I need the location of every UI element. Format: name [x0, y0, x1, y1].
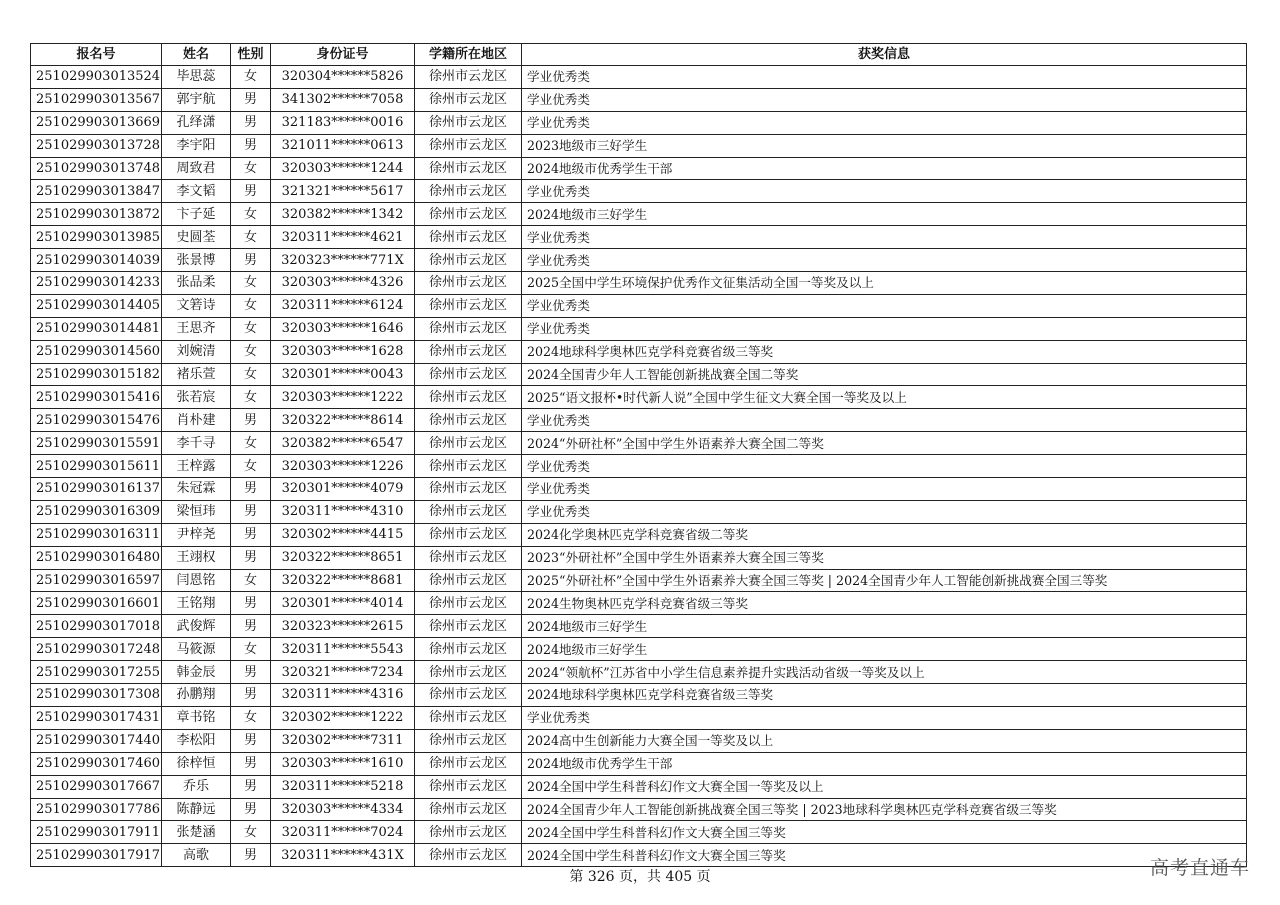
cell-registration-no: 251029903017248	[31, 638, 162, 661]
cell-award-info: 2024“领航杯”江苏省中小学生信息素养提升实践活动省级一等奖及以上	[522, 661, 1247, 684]
table-row	[31, 592, 1247, 615]
cell-gender: 男	[231, 844, 271, 867]
cell-award-info: 2024“外研社杯”全国中学生外语素养大赛全国二等奖	[522, 432, 1247, 455]
cell-id-number: 320303******1646	[271, 317, 415, 340]
cell-registration-no: 251029903013847	[31, 180, 162, 203]
cell-name: 李文韬	[162, 180, 231, 203]
cell-region: 徐州市云龙区	[415, 500, 522, 523]
cell-name: 卞子延	[162, 203, 231, 226]
table-row	[31, 134, 1247, 157]
cell-id-number: 320303******1244	[271, 157, 415, 180]
table-row	[31, 203, 1247, 226]
cell-region: 徐州市云龙区	[415, 294, 522, 317]
cell-name: 徐梓恒	[162, 752, 231, 775]
cell-id-number: 320311******431X	[271, 844, 415, 867]
table-row	[31, 684, 1247, 707]
cell-region: 徐州市云龙区	[415, 706, 522, 729]
table-row	[31, 546, 1247, 569]
cell-region: 徐州市云龙区	[415, 157, 522, 180]
table-row	[31, 798, 1247, 821]
cell-registration-no: 251029903013748	[31, 157, 162, 180]
table-row	[31, 638, 1247, 661]
cell-name: 高歌	[162, 844, 231, 867]
cell-gender: 男	[231, 180, 271, 203]
cell-region: 徐州市云龙区	[415, 249, 522, 272]
cell-award-info: 学业优秀类	[522, 294, 1247, 317]
cell-name: 刘婉清	[162, 340, 231, 363]
table-row	[31, 478, 1247, 501]
cell-registration-no: 251029903014481	[31, 317, 162, 340]
cell-region: 徐州市云龙区	[415, 317, 522, 340]
cell-region: 徐州市云龙区	[415, 363, 522, 386]
cell-id-number: 320322******8681	[271, 569, 415, 592]
table-row	[31, 363, 1247, 386]
table-row	[31, 775, 1247, 798]
cell-id-number: 341302******7058	[271, 88, 415, 111]
cell-id-number: 320382******6547	[271, 432, 415, 455]
cell-gender: 男	[231, 615, 271, 638]
table-row	[31, 409, 1247, 432]
cell-name: 史圆荃	[162, 226, 231, 249]
cell-award-info: 2024全国青少年人工智能创新挑战赛全国二等奖	[522, 363, 1247, 386]
cell-id-number: 320321******7234	[271, 661, 415, 684]
cell-gender: 男	[231, 111, 271, 134]
cell-name: 王梓露	[162, 455, 231, 478]
cell-id-number: 320311******7024	[271, 821, 415, 844]
header-region: 学籍所在地区	[415, 44, 522, 66]
header-id-number: 身份证号	[271, 44, 415, 66]
cell-registration-no: 251029903016597	[31, 569, 162, 592]
table-row	[31, 615, 1247, 638]
cell-region: 徐州市云龙区	[415, 684, 522, 707]
cell-name: 李千寻	[162, 432, 231, 455]
cell-id-number: 320303******1628	[271, 340, 415, 363]
cell-registration-no: 251029903017308	[31, 684, 162, 707]
cell-registration-no: 251029903017018	[31, 615, 162, 638]
cell-region: 徐州市云龙区	[415, 432, 522, 455]
cell-gender: 男	[231, 249, 271, 272]
cell-region: 徐州市云龙区	[415, 729, 522, 752]
table-row	[31, 88, 1247, 111]
cell-registration-no: 251029903017667	[31, 775, 162, 798]
cell-region: 徐州市云龙区	[415, 478, 522, 501]
cell-name: 张品柔	[162, 272, 231, 295]
header-registration-no: 报名号	[31, 44, 162, 66]
cell-name: 文箬诗	[162, 294, 231, 317]
cell-gender: 男	[231, 592, 271, 615]
cell-award-info: 2023地级市三好学生	[522, 134, 1247, 157]
cell-region: 徐州市云龙区	[415, 66, 522, 89]
cell-region: 徐州市云龙区	[415, 615, 522, 638]
cell-region: 徐州市云龙区	[415, 226, 522, 249]
cell-id-number: 320303******4326	[271, 272, 415, 295]
table-row	[31, 500, 1247, 523]
cell-award-info: 学业优秀类	[522, 478, 1247, 501]
table-row	[31, 844, 1247, 867]
cell-gender: 女	[231, 294, 271, 317]
cell-name: 周致君	[162, 157, 231, 180]
page-number: 第 326 页，共 405 页	[569, 869, 711, 885]
cell-registration-no: 251029903016137	[31, 478, 162, 501]
table-row	[31, 111, 1247, 134]
cell-registration-no: 251029903013728	[31, 134, 162, 157]
cell-id-number: 320302******4415	[271, 523, 415, 546]
cell-gender: 女	[231, 226, 271, 249]
cell-gender: 男	[231, 661, 271, 684]
cell-award-info: 学业优秀类	[522, 111, 1247, 134]
cell-award-info: 2024高中生创新能力大赛全国一等奖及以上	[522, 729, 1247, 752]
cell-award-info: 2025全国中学生环境保护优秀作文征集活动全国一等奖及以上	[522, 272, 1247, 295]
cell-registration-no: 251029903015476	[31, 409, 162, 432]
cell-name: 马筱源	[162, 638, 231, 661]
cell-name: 张景博	[162, 249, 231, 272]
cell-award-info: 学业优秀类	[522, 317, 1247, 340]
table-row	[31, 386, 1247, 409]
records-table	[30, 43, 1247, 867]
cell-name: 乔乐	[162, 775, 231, 798]
cell-name: 毕思蕊	[162, 66, 231, 89]
cell-gender: 女	[231, 569, 271, 592]
cell-name: 王思齐	[162, 317, 231, 340]
cell-id-number: 320303******4334	[271, 798, 415, 821]
cell-name: 闫恩铭	[162, 569, 231, 592]
cell-gender: 男	[231, 729, 271, 752]
cell-name: 张楚涵	[162, 821, 231, 844]
cell-region: 徐州市云龙区	[415, 88, 522, 111]
table-row	[31, 432, 1247, 455]
cell-award-info: 学业优秀类	[522, 249, 1247, 272]
cell-award-info: 学业优秀类	[522, 500, 1247, 523]
cell-region: 徐州市云龙区	[415, 409, 522, 432]
cell-id-number: 320301******4079	[271, 478, 415, 501]
cell-gender: 女	[231, 203, 271, 226]
cell-id-number: 320311******6124	[271, 294, 415, 317]
cell-award-info: 学业优秀类	[522, 455, 1247, 478]
header-name: 姓名	[162, 44, 231, 66]
cell-registration-no: 251029903017917	[31, 844, 162, 867]
cell-award-info: 2024地级市优秀学生干部	[522, 752, 1247, 775]
cell-gender: 男	[231, 88, 271, 111]
cell-name: 郭宇航	[162, 88, 231, 111]
cell-award-info: 2023“外研社杯”全国中学生外语素养大赛全国三等奖	[522, 546, 1247, 569]
cell-gender: 女	[231, 638, 271, 661]
watermark: 高考直通车	[1149, 857, 1250, 879]
table-row	[31, 569, 1247, 592]
cell-gender: 男	[231, 500, 271, 523]
header-gender: 性别	[231, 44, 271, 66]
cell-gender: 男	[231, 546, 271, 569]
cell-gender: 女	[231, 432, 271, 455]
table-row	[31, 706, 1247, 729]
cell-id-number: 320302******7311	[271, 729, 415, 752]
cell-name: 王翊权	[162, 546, 231, 569]
cell-region: 徐州市云龙区	[415, 844, 522, 867]
cell-gender: 女	[231, 706, 271, 729]
cell-name: 梁恒玮	[162, 500, 231, 523]
cell-award-info: 2024地级市三好学生	[522, 615, 1247, 638]
cell-registration-no: 251029903015416	[31, 386, 162, 409]
cell-id-number: 320303******1226	[271, 455, 415, 478]
table-row	[31, 180, 1247, 203]
cell-name: 孙鹏翔	[162, 684, 231, 707]
cell-gender: 女	[231, 386, 271, 409]
cell-gender: 男	[231, 752, 271, 775]
table-row	[31, 317, 1247, 340]
cell-registration-no: 251029903015182	[31, 363, 162, 386]
cell-award-info: 2024生物奥林匹克学科竞赛省级三等奖	[522, 592, 1247, 615]
cell-name: 章书铭	[162, 706, 231, 729]
header-row	[31, 44, 1247, 66]
cell-id-number: 320311******5543	[271, 638, 415, 661]
cell-registration-no: 251029903016601	[31, 592, 162, 615]
cell-award-info: 2024全国中学生科普科幻作文大赛全国一等奖及以上	[522, 775, 1247, 798]
cell-gender: 女	[231, 340, 271, 363]
table-row	[31, 455, 1247, 478]
cell-award-info: 学业优秀类	[522, 226, 1247, 249]
cell-id-number: 320304******5826	[271, 66, 415, 89]
cell-gender: 女	[231, 272, 271, 295]
cell-award-info: 2024地球科学奥林匹克学科竞赛省级三等奖	[522, 684, 1247, 707]
cell-id-number: 320301******4014	[271, 592, 415, 615]
cell-id-number: 320322******8614	[271, 409, 415, 432]
cell-award-info: 2024全国中学生科普科幻作文大赛全国三等奖	[522, 844, 1247, 867]
cell-id-number: 321183******0016	[271, 111, 415, 134]
cell-region: 徐州市云龙区	[415, 272, 522, 295]
cell-id-number: 321321******5617	[271, 180, 415, 203]
cell-registration-no: 251029903014233	[31, 272, 162, 295]
table-row	[31, 249, 1247, 272]
cell-gender: 男	[231, 409, 271, 432]
cell-region: 徐州市云龙区	[415, 386, 522, 409]
cell-award-info: 2024全国中学生科普科幻作文大赛全国三等奖	[522, 821, 1247, 844]
cell-gender: 男	[231, 134, 271, 157]
cell-award-info: 2024地级市三好学生	[522, 638, 1247, 661]
cell-name: 朱冠霖	[162, 478, 231, 501]
table-row	[31, 294, 1247, 317]
cell-registration-no: 251029903015611	[31, 455, 162, 478]
table-row	[31, 66, 1247, 89]
cell-name: 武俊辉	[162, 615, 231, 638]
cell-name: 韩金辰	[162, 661, 231, 684]
cell-id-number: 320382******1342	[271, 203, 415, 226]
cell-registration-no: 251029903017440	[31, 729, 162, 752]
table-row	[31, 226, 1247, 249]
cell-region: 徐州市云龙区	[415, 111, 522, 134]
cell-region: 徐州市云龙区	[415, 203, 522, 226]
cell-gender: 女	[231, 66, 271, 89]
cell-award-info: 2025“语文报杯•时代新人说”全国中学生征文大赛全国一等奖及以上	[522, 386, 1247, 409]
cell-id-number: 320311******4316	[271, 684, 415, 707]
cell-name: 褚乐萱	[162, 363, 231, 386]
cell-gender: 女	[231, 317, 271, 340]
table-row	[31, 752, 1247, 775]
cell-id-number: 321011******0613	[271, 134, 415, 157]
cell-id-number: 320303******1610	[271, 752, 415, 775]
cell-registration-no: 251029903014405	[31, 294, 162, 317]
cell-award-info: 2024地级市优秀学生干部	[522, 157, 1247, 180]
cell-registration-no: 251029903016311	[31, 523, 162, 546]
table-row	[31, 340, 1247, 363]
table-body	[31, 66, 1247, 867]
cell-registration-no: 251029903017911	[31, 821, 162, 844]
cell-registration-no: 251029903013872	[31, 203, 162, 226]
cell-id-number: 320323******771X	[271, 249, 415, 272]
cell-award-info: 2024化学奥林匹克学科竞赛省级二等奖	[522, 523, 1247, 546]
cell-id-number: 320311******4310	[271, 500, 415, 523]
header-award-info: 获奖信息	[522, 44, 1247, 66]
cell-region: 徐州市云龙区	[415, 523, 522, 546]
cell-gender: 男	[231, 478, 271, 501]
cell-name: 李松阳	[162, 729, 231, 752]
cell-id-number: 320323******2615	[271, 615, 415, 638]
cell-registration-no: 251029903013985	[31, 226, 162, 249]
cell-name: 尹梓尧	[162, 523, 231, 546]
cell-award-info: 2025“外研社杯”全国中学生外语素养大赛全国三等奖 | 2024全国青少年人工智能创新挑战赛全国三等奖	[522, 569, 1247, 592]
cell-name: 王铭翔	[162, 592, 231, 615]
table-row	[31, 661, 1247, 684]
cell-region: 徐州市云龙区	[415, 821, 522, 844]
cell-region: 徐州市云龙区	[415, 638, 522, 661]
cell-region: 徐州市云龙区	[415, 455, 522, 478]
cell-gender: 女	[231, 157, 271, 180]
cell-award-info: 学业优秀类	[522, 706, 1247, 729]
cell-award-info: 学业优秀类	[522, 180, 1247, 203]
cell-registration-no: 251029903016480	[31, 546, 162, 569]
table-row	[31, 272, 1247, 295]
cell-award-info: 学业优秀类	[522, 88, 1247, 111]
cell-award-info: 2024全国青少年人工智能创新挑战赛全国三等奖 | 2023地球科学奥林匹克学科竞赛省级三等奖	[522, 798, 1247, 821]
cell-registration-no: 251029903017460	[31, 752, 162, 775]
cell-registration-no: 251029903013669	[31, 111, 162, 134]
cell-region: 徐州市云龙区	[415, 569, 522, 592]
cell-registration-no: 251029903017786	[31, 798, 162, 821]
cell-gender: 男	[231, 798, 271, 821]
cell-id-number: 320311******4621	[271, 226, 415, 249]
cell-region: 徐州市云龙区	[415, 661, 522, 684]
cell-registration-no: 251029903013524	[31, 66, 162, 89]
cell-award-info: 2024地级市三好学生	[522, 203, 1247, 226]
cell-registration-no: 251029903017255	[31, 661, 162, 684]
cell-region: 徐州市云龙区	[415, 546, 522, 569]
cell-award-info: 2024地球科学奥林匹克学科竞赛省级三等奖	[522, 340, 1247, 363]
cell-gender: 男	[231, 523, 271, 546]
cell-id-number: 320311******5218	[271, 775, 415, 798]
cell-id-number: 320303******1222	[271, 386, 415, 409]
cell-id-number: 320302******1222	[271, 706, 415, 729]
cell-registration-no: 251029903016309	[31, 500, 162, 523]
cell-award-info: 学业优秀类	[522, 66, 1247, 89]
cell-id-number: 320301******0043	[271, 363, 415, 386]
cell-registration-no: 251029903014560	[31, 340, 162, 363]
cell-region: 徐州市云龙区	[415, 752, 522, 775]
cell-name: 张若宸	[162, 386, 231, 409]
cell-gender: 女	[231, 821, 271, 844]
cell-name: 陈静远	[162, 798, 231, 821]
cell-registration-no: 251029903015591	[31, 432, 162, 455]
cell-region: 徐州市云龙区	[415, 798, 522, 821]
table-row	[31, 157, 1247, 180]
cell-region: 徐州市云龙区	[415, 340, 522, 363]
cell-id-number: 320322******8651	[271, 546, 415, 569]
table-row	[31, 523, 1247, 546]
cell-region: 徐州市云龙区	[415, 134, 522, 157]
cell-name: 肖朴建	[162, 409, 231, 432]
cell-region: 徐州市云龙区	[415, 592, 522, 615]
cell-region: 徐州市云龙区	[415, 775, 522, 798]
cell-registration-no: 251029903017431	[31, 706, 162, 729]
cell-region: 徐州市云龙区	[415, 180, 522, 203]
cell-name: 李宇阳	[162, 134, 231, 157]
cell-gender: 男	[231, 775, 271, 798]
table-row	[31, 821, 1247, 844]
cell-gender: 男	[231, 684, 271, 707]
cell-registration-no: 251029903013567	[31, 88, 162, 111]
cell-gender: 女	[231, 455, 271, 478]
cell-award-info: 学业优秀类	[522, 409, 1247, 432]
cell-gender: 女	[231, 363, 271, 386]
table-row	[31, 729, 1247, 752]
cell-registration-no: 251029903014039	[31, 249, 162, 272]
cell-name: 孔绎潇	[162, 111, 231, 134]
